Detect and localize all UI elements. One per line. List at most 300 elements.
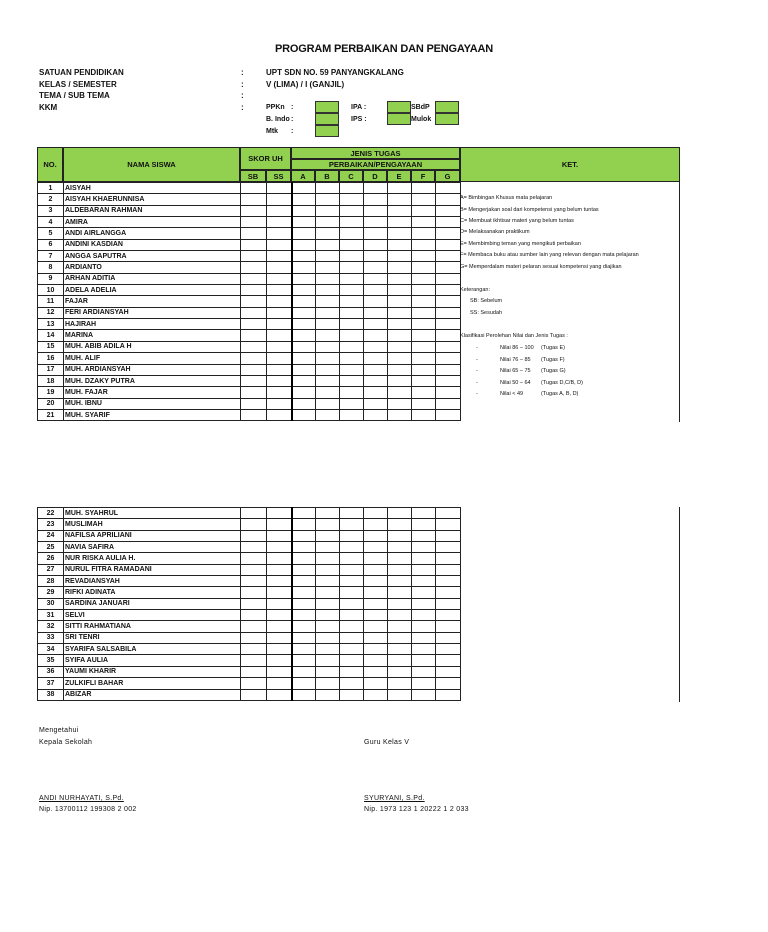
tugas-d-cell[interactable] [364,364,388,375]
tugas-c-cell[interactable] [340,341,364,352]
tugas-c-cell[interactable] [340,564,364,575]
tugas-f-cell[interactable] [412,307,436,318]
sb-cell[interactable] [241,307,267,318]
tugas-f-cell[interactable] [412,508,436,519]
tugas-b-cell[interactable] [316,330,340,341]
tugas-g-cell[interactable] [436,398,461,409]
tugas-f-cell[interactable] [412,666,436,677]
tugas-a-cell[interactable] [292,217,316,228]
tugas-d-cell[interactable] [364,655,388,666]
tugas-g-cell[interactable] [436,632,461,643]
tugas-f-cell[interactable] [412,610,436,621]
tugas-d-cell[interactable] [364,576,388,587]
kkm-ips-box[interactable] [387,113,411,125]
tugas-g-cell[interactable] [436,375,461,386]
tugas-g-cell[interactable] [436,307,461,318]
tugas-a-cell[interactable] [292,553,316,564]
ss-cell[interactable] [267,262,292,273]
sb-cell[interactable] [241,644,267,655]
sb-cell[interactable] [241,655,267,666]
tugas-g-cell[interactable] [436,655,461,666]
tugas-e-cell[interactable] [388,217,412,228]
tugas-g-cell[interactable] [436,519,461,530]
tugas-b-cell[interactable] [316,387,340,398]
tugas-f-cell[interactable] [412,387,436,398]
tugas-f-cell[interactable] [412,519,436,530]
kkm-sbdp-box[interactable] [435,101,459,113]
tugas-g-cell[interactable] [436,666,461,677]
tugas-a-cell[interactable] [292,508,316,519]
tugas-f-cell[interactable] [412,228,436,239]
tugas-e-cell[interactable] [388,341,412,352]
tugas-e-cell[interactable] [388,285,412,296]
tugas-d-cell[interactable] [364,666,388,677]
tugas-a-cell[interactable] [292,519,316,530]
tugas-a-cell[interactable] [292,689,316,700]
tugas-b-cell[interactable] [316,621,340,632]
tugas-c-cell[interactable] [340,621,364,632]
tugas-d-cell[interactable] [364,621,388,632]
tugas-c-cell[interactable] [340,217,364,228]
tugas-g-cell[interactable] [436,553,461,564]
tugas-d-cell[interactable] [364,644,388,655]
ss-cell[interactable] [267,239,292,250]
sb-cell[interactable] [241,508,267,519]
tugas-a-cell[interactable] [292,542,316,553]
sb-cell[interactable] [241,598,267,609]
tugas-g-cell[interactable] [436,251,461,262]
tugas-d-cell[interactable] [364,217,388,228]
tugas-f-cell[interactable] [412,655,436,666]
tugas-d-cell[interactable] [364,205,388,216]
tugas-e-cell[interactable] [388,689,412,700]
tugas-b-cell[interactable] [316,183,340,194]
tugas-g-cell[interactable] [436,205,461,216]
ss-cell[interactable] [267,632,292,643]
tugas-f-cell[interactable] [412,194,436,205]
tugas-b-cell[interactable] [316,398,340,409]
tugas-b-cell[interactable] [316,564,340,575]
tugas-c-cell[interactable] [340,644,364,655]
tugas-b-cell[interactable] [316,341,340,352]
tugas-g-cell[interactable] [436,576,461,587]
tugas-c-cell[interactable] [340,330,364,341]
tugas-f-cell[interactable] [412,598,436,609]
tugas-f-cell[interactable] [412,273,436,284]
tugas-c-cell[interactable] [340,530,364,541]
sb-cell[interactable] [241,183,267,194]
tugas-f-cell[interactable] [412,353,436,364]
tugas-a-cell[interactable] [292,409,316,420]
tugas-b-cell[interactable] [316,239,340,250]
ss-cell[interactable] [267,285,292,296]
sb-cell[interactable] [241,273,267,284]
sb-cell[interactable] [241,553,267,564]
tugas-b-cell[interactable] [316,194,340,205]
tugas-d-cell[interactable] [364,409,388,420]
sb-cell[interactable] [241,341,267,352]
tugas-f-cell[interactable] [412,285,436,296]
tugas-b-cell[interactable] [316,587,340,598]
sb-cell[interactable] [241,375,267,386]
tugas-e-cell[interactable] [388,542,412,553]
sb-cell[interactable] [241,576,267,587]
tugas-c-cell[interactable] [340,519,364,530]
tugas-f-cell[interactable] [412,183,436,194]
tugas-d-cell[interactable] [364,273,388,284]
tugas-c-cell[interactable] [340,228,364,239]
ss-cell[interactable] [267,330,292,341]
ss-cell[interactable] [267,689,292,700]
ss-cell[interactable] [267,678,292,689]
tugas-c-cell[interactable] [340,387,364,398]
sb-cell[interactable] [241,194,267,205]
tugas-d-cell[interactable] [364,319,388,330]
tugas-g-cell[interactable] [436,330,461,341]
tugas-f-cell[interactable] [412,398,436,409]
tugas-c-cell[interactable] [340,398,364,409]
tugas-c-cell[interactable] [340,319,364,330]
tugas-d-cell[interactable] [364,598,388,609]
tugas-f-cell[interactable] [412,621,436,632]
ss-cell[interactable] [267,644,292,655]
sb-cell[interactable] [241,564,267,575]
tugas-g-cell[interactable] [436,228,461,239]
tugas-f-cell[interactable] [412,239,436,250]
tugas-g-cell[interactable] [436,217,461,228]
tugas-e-cell[interactable] [388,553,412,564]
tugas-g-cell[interactable] [436,353,461,364]
tugas-d-cell[interactable] [364,330,388,341]
tugas-a-cell[interactable] [292,239,316,250]
ss-cell[interactable] [267,228,292,239]
tugas-f-cell[interactable] [412,251,436,262]
tugas-g-cell[interactable] [436,239,461,250]
tugas-e-cell[interactable] [388,644,412,655]
tugas-f-cell[interactable] [412,319,436,330]
tugas-a-cell[interactable] [292,387,316,398]
tugas-c-cell[interactable] [340,364,364,375]
sb-cell[interactable] [241,330,267,341]
tugas-d-cell[interactable] [364,530,388,541]
tugas-f-cell[interactable] [412,341,436,352]
tugas-e-cell[interactable] [388,228,412,239]
tugas-d-cell[interactable] [364,341,388,352]
tugas-c-cell[interactable] [340,508,364,519]
tugas-g-cell[interactable] [436,273,461,284]
tugas-a-cell[interactable] [292,262,316,273]
ss-cell[interactable] [267,273,292,284]
tugas-e-cell[interactable] [388,307,412,318]
tugas-c-cell[interactable] [340,239,364,250]
sb-cell[interactable] [241,409,267,420]
tugas-f-cell[interactable] [412,644,436,655]
sb-cell[interactable] [241,353,267,364]
kkm-mulok-box[interactable] [435,113,459,125]
tugas-d-cell[interactable] [364,387,388,398]
sb-cell[interactable] [241,239,267,250]
tugas-a-cell[interactable] [292,666,316,677]
tugas-b-cell[interactable] [316,666,340,677]
tugas-e-cell[interactable] [388,666,412,677]
tugas-b-cell[interactable] [316,553,340,564]
tugas-g-cell[interactable] [436,341,461,352]
tugas-e-cell[interactable] [388,330,412,341]
tugas-e-cell[interactable] [388,319,412,330]
tugas-a-cell[interactable] [292,632,316,643]
tugas-b-cell[interactable] [316,262,340,273]
tugas-a-cell[interactable] [292,564,316,575]
tugas-g-cell[interactable] [436,387,461,398]
tugas-c-cell[interactable] [340,632,364,643]
tugas-a-cell[interactable] [292,273,316,284]
kkm-bindo-box[interactable] [315,113,339,125]
tugas-g-cell[interactable] [436,644,461,655]
tugas-e-cell[interactable] [388,587,412,598]
tugas-a-cell[interactable] [292,183,316,194]
tugas-e-cell[interactable] [388,409,412,420]
tugas-c-cell[interactable] [340,353,364,364]
tugas-f-cell[interactable] [412,409,436,420]
tugas-a-cell[interactable] [292,621,316,632]
tugas-c-cell[interactable] [340,375,364,386]
tugas-b-cell[interactable] [316,542,340,553]
tugas-d-cell[interactable] [364,307,388,318]
tugas-d-cell[interactable] [364,375,388,386]
tugas-a-cell[interactable] [292,330,316,341]
tugas-g-cell[interactable] [436,542,461,553]
tugas-c-cell[interactable] [340,205,364,216]
tugas-f-cell[interactable] [412,564,436,575]
tugas-a-cell[interactable] [292,319,316,330]
tugas-f-cell[interactable] [412,678,436,689]
ss-cell[interactable] [267,398,292,409]
tugas-a-cell[interactable] [292,307,316,318]
tugas-a-cell[interactable] [292,587,316,598]
tugas-a-cell[interactable] [292,296,316,307]
tugas-g-cell[interactable] [436,409,461,420]
ss-cell[interactable] [267,319,292,330]
tugas-g-cell[interactable] [436,285,461,296]
ss-cell[interactable] [267,364,292,375]
tugas-e-cell[interactable] [388,610,412,621]
ss-cell[interactable] [267,387,292,398]
sb-cell[interactable] [241,632,267,643]
sb-cell[interactable] [241,678,267,689]
tugas-c-cell[interactable] [340,587,364,598]
tugas-g-cell[interactable] [436,598,461,609]
tugas-a-cell[interactable] [292,655,316,666]
tugas-c-cell[interactable] [340,262,364,273]
tugas-c-cell[interactable] [340,553,364,564]
tugas-a-cell[interactable] [292,530,316,541]
tugas-e-cell[interactable] [388,678,412,689]
tugas-d-cell[interactable] [364,678,388,689]
tugas-c-cell[interactable] [340,183,364,194]
tugas-b-cell[interactable] [316,353,340,364]
tugas-c-cell[interactable] [340,307,364,318]
tugas-f-cell[interactable] [412,632,436,643]
tugas-c-cell[interactable] [340,296,364,307]
tugas-d-cell[interactable] [364,398,388,409]
sb-cell[interactable] [241,542,267,553]
tugas-e-cell[interactable] [388,655,412,666]
sb-cell[interactable] [241,251,267,262]
tugas-e-cell[interactable] [388,251,412,262]
ss-cell[interactable] [267,610,292,621]
tugas-b-cell[interactable] [316,632,340,643]
tugas-a-cell[interactable] [292,644,316,655]
tugas-e-cell[interactable] [388,353,412,364]
tugas-d-cell[interactable] [364,564,388,575]
tugas-a-cell[interactable] [292,228,316,239]
tugas-e-cell[interactable] [388,364,412,375]
sb-cell[interactable] [241,519,267,530]
ss-cell[interactable] [267,508,292,519]
tugas-c-cell[interactable] [340,689,364,700]
tugas-e-cell[interactable] [388,387,412,398]
tugas-g-cell[interactable] [436,678,461,689]
tugas-f-cell[interactable] [412,587,436,598]
tugas-d-cell[interactable] [364,285,388,296]
tugas-d-cell[interactable] [364,689,388,700]
tugas-g-cell[interactable] [436,564,461,575]
ss-cell[interactable] [267,655,292,666]
tugas-f-cell[interactable] [412,205,436,216]
ss-cell[interactable] [267,621,292,632]
tugas-d-cell[interactable] [364,251,388,262]
tugas-d-cell[interactable] [364,610,388,621]
tugas-c-cell[interactable] [340,273,364,284]
tugas-b-cell[interactable] [316,228,340,239]
tugas-e-cell[interactable] [388,296,412,307]
sb-cell[interactable] [241,398,267,409]
tugas-a-cell[interactable] [292,341,316,352]
kkm-ppkn-box[interactable] [315,101,339,113]
tugas-g-cell[interactable] [436,296,461,307]
tugas-e-cell[interactable] [388,375,412,386]
tugas-b-cell[interactable] [316,655,340,666]
tugas-c-cell[interactable] [340,598,364,609]
tugas-g-cell[interactable] [436,621,461,632]
tugas-e-cell[interactable] [388,262,412,273]
tugas-b-cell[interactable] [316,519,340,530]
sb-cell[interactable] [241,262,267,273]
tugas-b-cell[interactable] [316,644,340,655]
tugas-g-cell[interactable] [436,530,461,541]
sb-cell[interactable] [241,689,267,700]
tugas-f-cell[interactable] [412,576,436,587]
sb-cell[interactable] [241,319,267,330]
ss-cell[interactable] [267,217,292,228]
tugas-g-cell[interactable] [436,319,461,330]
tugas-a-cell[interactable] [292,194,316,205]
tugas-c-cell[interactable] [340,194,364,205]
tugas-e-cell[interactable] [388,564,412,575]
tugas-b-cell[interactable] [316,508,340,519]
tugas-f-cell[interactable] [412,217,436,228]
tugas-a-cell[interactable] [292,285,316,296]
tugas-c-cell[interactable] [340,409,364,420]
sb-cell[interactable] [241,296,267,307]
tugas-f-cell[interactable] [412,364,436,375]
tugas-b-cell[interactable] [316,205,340,216]
sb-cell[interactable] [241,285,267,296]
tugas-b-cell[interactable] [316,273,340,284]
tugas-d-cell[interactable] [364,183,388,194]
tugas-g-cell[interactable] [436,610,461,621]
tugas-e-cell[interactable] [388,508,412,519]
tugas-e-cell[interactable] [388,598,412,609]
ss-cell[interactable] [267,296,292,307]
tugas-b-cell[interactable] [316,689,340,700]
tugas-b-cell[interactable] [316,307,340,318]
tugas-b-cell[interactable] [316,610,340,621]
ss-cell[interactable] [267,530,292,541]
tugas-e-cell[interactable] [388,632,412,643]
tugas-e-cell[interactable] [388,183,412,194]
tugas-e-cell[interactable] [388,530,412,541]
tugas-a-cell[interactable] [292,353,316,364]
tugas-d-cell[interactable] [364,508,388,519]
tugas-d-cell[interactable] [364,542,388,553]
tugas-b-cell[interactable] [316,409,340,420]
tugas-a-cell[interactable] [292,598,316,609]
sb-cell[interactable] [241,364,267,375]
tugas-c-cell[interactable] [340,655,364,666]
sb-cell[interactable] [241,621,267,632]
sb-cell[interactable] [241,666,267,677]
tugas-e-cell[interactable] [388,273,412,284]
tugas-a-cell[interactable] [292,205,316,216]
tugas-g-cell[interactable] [436,689,461,700]
ss-cell[interactable] [267,576,292,587]
tugas-c-cell[interactable] [340,678,364,689]
ss-cell[interactable] [267,519,292,530]
tugas-b-cell[interactable] [316,319,340,330]
tugas-c-cell[interactable] [340,542,364,553]
kkm-ipa-box[interactable] [387,101,411,113]
sb-cell[interactable] [241,205,267,216]
tugas-g-cell[interactable] [436,508,461,519]
tugas-b-cell[interactable] [316,678,340,689]
tugas-e-cell[interactable] [388,621,412,632]
tugas-d-cell[interactable] [364,632,388,643]
tugas-b-cell[interactable] [316,364,340,375]
tugas-b-cell[interactable] [316,598,340,609]
tugas-c-cell[interactable] [340,576,364,587]
tugas-e-cell[interactable] [388,205,412,216]
kkm-mtk-box[interactable] [315,125,339,137]
tugas-c-cell[interactable] [340,285,364,296]
tugas-d-cell[interactable] [364,519,388,530]
ss-cell[interactable] [267,598,292,609]
tugas-e-cell[interactable] [388,576,412,587]
ss-cell[interactable] [267,553,292,564]
tugas-b-cell[interactable] [316,251,340,262]
ss-cell[interactable] [267,409,292,420]
tugas-g-cell[interactable] [436,194,461,205]
tugas-a-cell[interactable] [292,251,316,262]
tugas-e-cell[interactable] [388,239,412,250]
ss-cell[interactable] [267,341,292,352]
tugas-b-cell[interactable] [316,530,340,541]
ss-cell[interactable] [267,353,292,364]
tugas-c-cell[interactable] [340,251,364,262]
tugas-d-cell[interactable] [364,194,388,205]
ss-cell[interactable] [267,205,292,216]
tugas-d-cell[interactable] [364,262,388,273]
